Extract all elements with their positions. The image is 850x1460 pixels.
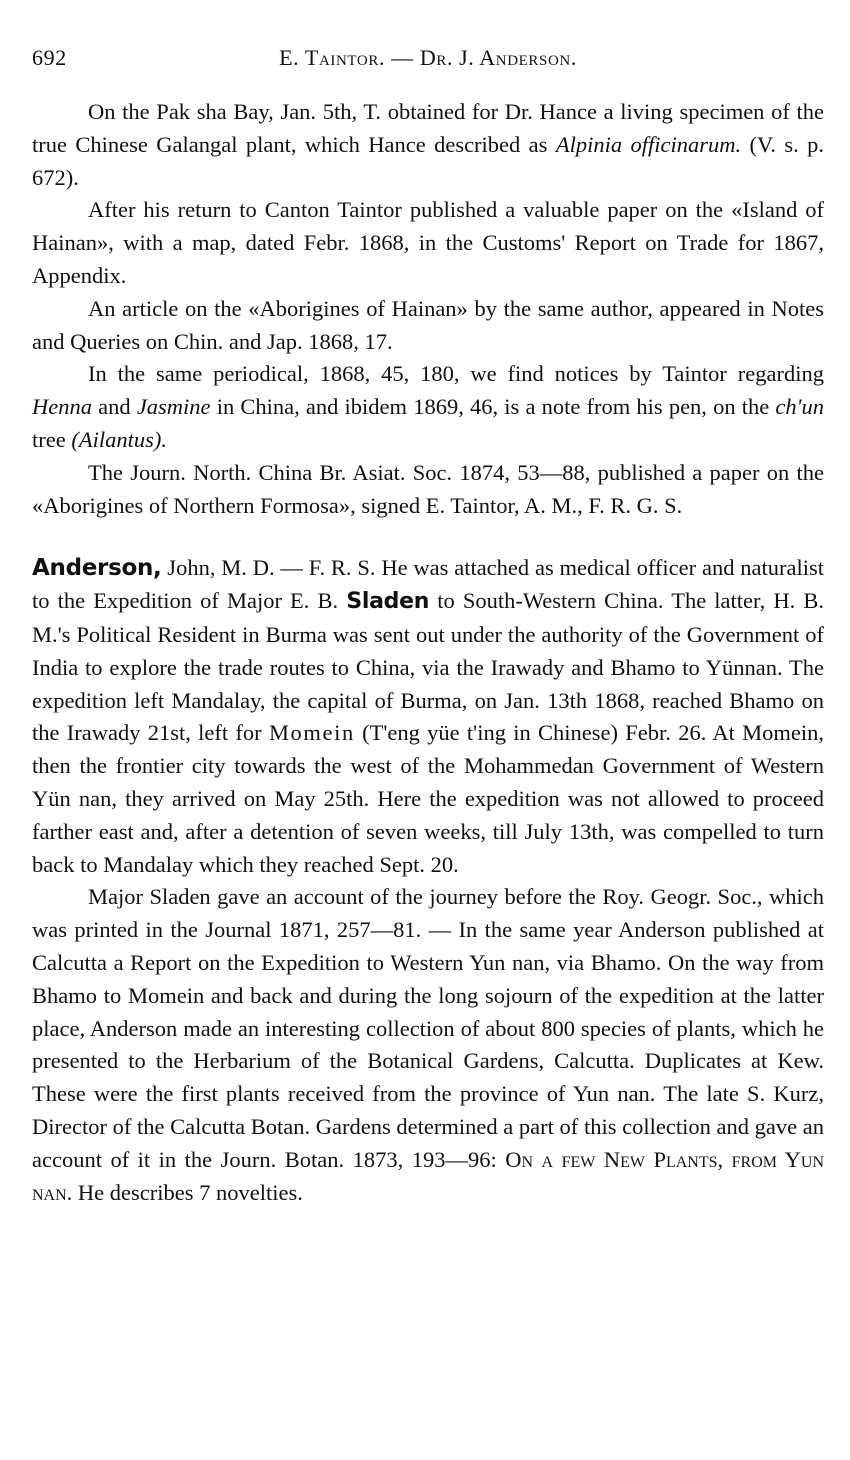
- paragraph-formosa: The Journ. North. China Br. Asiat. Soc. 1874, 53—88, published a paper on the «Aborigines of Northern Formosa», signed E. Taintor, A. M., F. R. G. S.: [32, 459, 824, 518]
- text-segment: In the same periodical, 1868, 45, 180, we find notices by Taintor regarding: [88, 361, 824, 387]
- page-number: 692: [32, 45, 67, 70]
- species-name: Alpinia officinarum.: [555, 131, 742, 157]
- text-segment: and: [92, 394, 137, 420]
- text-segment: to South-Western China. The latter, H. B. M.'s Political Resident in Burma was sent out under the authority of the Government of India to explore the trade routes to China, via the Irawady and Bhamo to Yünnan. The expedition left Mandalay, the capital of Burma, on Jan. 13th 1868, reached Bhamo on the Irawady 21st, left for: [32, 588, 824, 746]
- person-name-sladen: Sladen: [346, 589, 430, 615]
- chinese-term: ch'un: [775, 394, 824, 420]
- text-segment: tree: [32, 426, 72, 452]
- place-name-momein: Momein: [268, 720, 355, 746]
- text-segment: in China, and ibidem 1869, 46, is a note from his pen, on the: [210, 394, 776, 420]
- paragraph-aborigines-hainan: An article on the «Aborigines of Hainan» by the same author, appeared in Notes and Queries on Chin. and Jap. 1868, 17.: [32, 295, 824, 354]
- text-segment: Major Sladen gave an account of the journey before the Roy. Geogr. Soc., which was printed in the Journal 1871, 257—81. — In the same year Anderson published at Calcutta a Report on the Expedition to Western Yun nan, via Bhamo. On the way from Bhamo to Momein and back and during the long sojourn of the expedition at the latter place, Anderson made an interesting collection of about 800 species of plants, which he presented to the Herbarium of the Botanical Gardens, Calcutta. Duplicates at Kew. These were the first plants received from the province of Yun nan. The late S. Kurz, Director of the Calcutta Botan. Gardens determined a part of this collection and gave an account of it in the Journ. Botan. 1873, 193—96:: [32, 884, 824, 1172]
- entry-anderson: [32, 552, 824, 881]
- text-segment: (V. s. p. 672).: [32, 131, 824, 190]
- running-title: E. Taintor. — Dr. J. Anderson.: [279, 45, 577, 70]
- text-segment: On the Pak sha Bay, Jan. 5th, T. obtained for Dr. Hance a living specimen of the true Chinese Galangal plant, which Hance described as: [32, 99, 824, 157]
- text-segment: John, M. D. — F. R. S. He was attached as medical officer and naturalist to the Expedition of Major E. B.: [32, 555, 824, 614]
- page-body: [32, 96, 824, 1209]
- paragraph-sladen-account: [32, 881, 824, 1209]
- plant-name-ailantus: (Ailantus).: [71, 426, 167, 452]
- paragraph-galangal: [32, 96, 824, 194]
- text-segment: (T'eng yüe t'ing in Chinese) Febr. 26. At Momein, then the frontier city towards the west of the Mohammedan Government of Western Yün nan, they arrived on May 25th. Here the expedition was not allowed to proceed farther east and, after a detention of seven weeks, till July 13th, was compelled to turn back to Mandalay which they reached Sept. 20.: [32, 720, 825, 877]
- text-segment: He describes 7 novelties.: [72, 1179, 303, 1205]
- plant-name-jasmine: Jasmine: [136, 394, 211, 420]
- entry-heading-name: Anderson,: [32, 555, 162, 582]
- plant-name-henna: Henna: [32, 394, 92, 420]
- paragraph-hainan-paper: After his return to Canton Taintor published a valuable paper on the «Island of Hainan», with a map, dated Febr. 1868, in the Customs' Report on Trade for 1867, Appendix.: [32, 197, 824, 288]
- article-title: On a few New Plants, from Yun nan.: [32, 1146, 824, 1205]
- paragraph-henna-jasmine: [32, 358, 824, 456]
